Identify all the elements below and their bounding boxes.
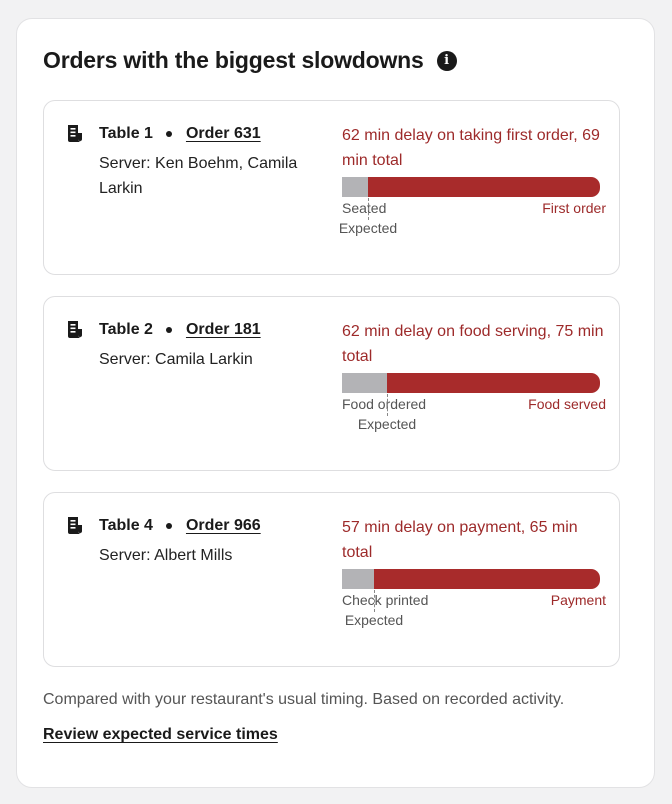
order-details: [66, 515, 316, 568]
delay-text: 62 min delay on food serving, 75 min total: [342, 323, 604, 365]
receipt-icon: [66, 124, 84, 144]
delay-bar: [342, 569, 600, 589]
expected-label: Expected: [357, 416, 417, 432]
start-label: Seated: [342, 200, 387, 216]
order-header: [66, 123, 316, 145]
start-label: Food ordered: [342, 396, 427, 412]
order-card: [43, 296, 620, 471]
bar-labels: [342, 394, 606, 432]
expected-segment: [342, 177, 368, 197]
expected-marker: [387, 394, 388, 416]
expected-label: Expected: [344, 612, 404, 628]
table-label: Table 1: [99, 125, 153, 142]
receipt-icon: [66, 516, 84, 536]
receipt-icon: [66, 320, 84, 340]
delay-text: 57 min delay on payment, 65 min total: [342, 519, 578, 561]
bar-labels: [338, 198, 606, 236]
start-label: Check printed: [342, 592, 429, 608]
title-row: [43, 47, 457, 74]
order-details: [66, 123, 316, 201]
order-details: [66, 319, 316, 372]
comparison-note: Compared with your restaurant's usual timing. Based on recorded activity.: [43, 691, 565, 708]
order-header: [66, 515, 316, 537]
expected-marker: [368, 198, 369, 220]
bar-labels: [342, 590, 606, 628]
delay-bar: [342, 373, 600, 393]
order-link[interactable]: Order 966: [185, 517, 261, 534]
separator-dot: [166, 523, 172, 529]
table-label: Table 2: [99, 321, 153, 338]
separator-dot: [166, 327, 172, 333]
separator-dot: [166, 131, 172, 137]
review-expected-times-link[interactable]: Review expected service times: [43, 726, 278, 743]
order-link[interactable]: Order 631: [185, 125, 261, 142]
order-header: [66, 319, 316, 341]
expected-label: Expected: [338, 220, 398, 236]
delay-info: [338, 123, 606, 236]
delay-info: [342, 515, 606, 628]
slowdowns-card: [16, 18, 655, 788]
end-label: Food served: [528, 396, 606, 412]
table-label: Table 4: [99, 517, 153, 534]
end-label: First order: [542, 200, 606, 216]
card-title: Orders with the biggest slowdowns: [43, 47, 424, 73]
server-names: Server: Albert Mills: [99, 547, 233, 564]
delay-bar: [342, 177, 600, 197]
delay-text: 62 min delay on taking first order, 69 min total: [342, 127, 600, 169]
expected-marker: [374, 590, 375, 612]
order-link[interactable]: Order 181: [185, 321, 261, 338]
expected-segment: [342, 569, 374, 589]
info-icon[interactable]: i: [437, 51, 457, 71]
expected-segment: [342, 373, 387, 393]
end-label: Payment: [550, 592, 606, 608]
server-names: Server: Camila Larkin: [99, 351, 253, 368]
server-names: Server: Ken Boehm, Camila Larkin: [99, 155, 298, 197]
order-card: [43, 100, 620, 275]
delay-info: [342, 319, 606, 432]
order-card: [43, 492, 620, 667]
